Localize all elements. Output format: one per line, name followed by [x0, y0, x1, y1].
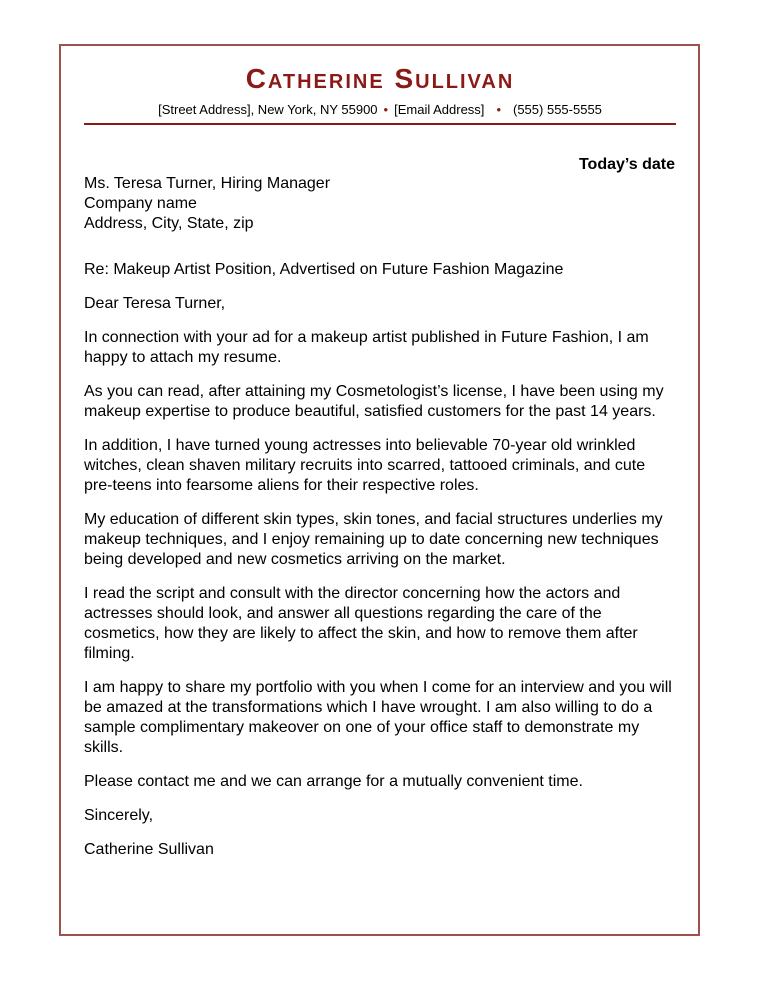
street-address: [Street Address], New York, NY 55900: [158, 102, 378, 117]
sender-name: Catherine Sullivan: [245, 63, 515, 94]
paragraph: My education of different skin types, skin tones, and facial structures underlies my makeup techniques, and I enjoy remaining up to date concerning new techniques being developed and new cosmetics arriving on the market.: [84, 511, 663, 568]
subject-line: Re: Makeup Artist Position, Advertised on Future Fashion Magazine: [84, 261, 564, 278]
paragraph: In connection with your ad for a makeup artist published in Future Fashion, I am happy to attach my resume.: [84, 329, 649, 366]
paragraph: I am happy to share my portfolio with you when I come for an interview and you will be amazed at the transformations which I have wrought. I am also willing to do a sample complimentary makeover on one of your office staff to demonstrate my skills.: [84, 679, 672, 756]
email-address: [Email Address]: [394, 102, 485, 117]
salutation: Dear Teresa Turner,: [84, 295, 226, 312]
paragraph: As you can read, after attaining my Cosmetologist’s license, I have been using my makeup expertise to produce beautiful, satisfied customers for the past 14 years.: [84, 383, 664, 420]
paragraph: In addition, I have turned young actresses into believable 70-year old wrinkled witches, clean shaven military recruits into scarred, tattooed criminals, and cute pre-teens into fearsome aliens for their respective roles.: [84, 437, 646, 494]
bullet-separator: •: [496, 102, 501, 117]
signature-name: Catherine Sullivan: [84, 841, 214, 858]
recipient-name: Ms. Teresa Turner, Hiring Manager: [84, 175, 331, 192]
contact-line: [0, 102, 760, 118]
header-divider: [84, 123, 676, 125]
phone-number: (555) 555-5555: [513, 102, 602, 117]
paragraph: Please contact me and we can arrange for a mutually convenient time.: [84, 773, 583, 790]
recipient-address: Address, City, State, zip: [84, 215, 254, 232]
closing: Sincerely,: [84, 807, 154, 824]
recipient-company: Company name: [84, 195, 197, 212]
letter-date: Today’s date: [578, 156, 675, 173]
letter-body: [84, 174, 678, 860]
paragraph: I read the script and consult with the director concerning how the actors and actresses should look, and answer all questions regarding the care of the cosmetics, how they are likely to affect the skin, and how to remove them after filming.: [84, 585, 638, 662]
bullet-separator: •: [383, 102, 389, 117]
